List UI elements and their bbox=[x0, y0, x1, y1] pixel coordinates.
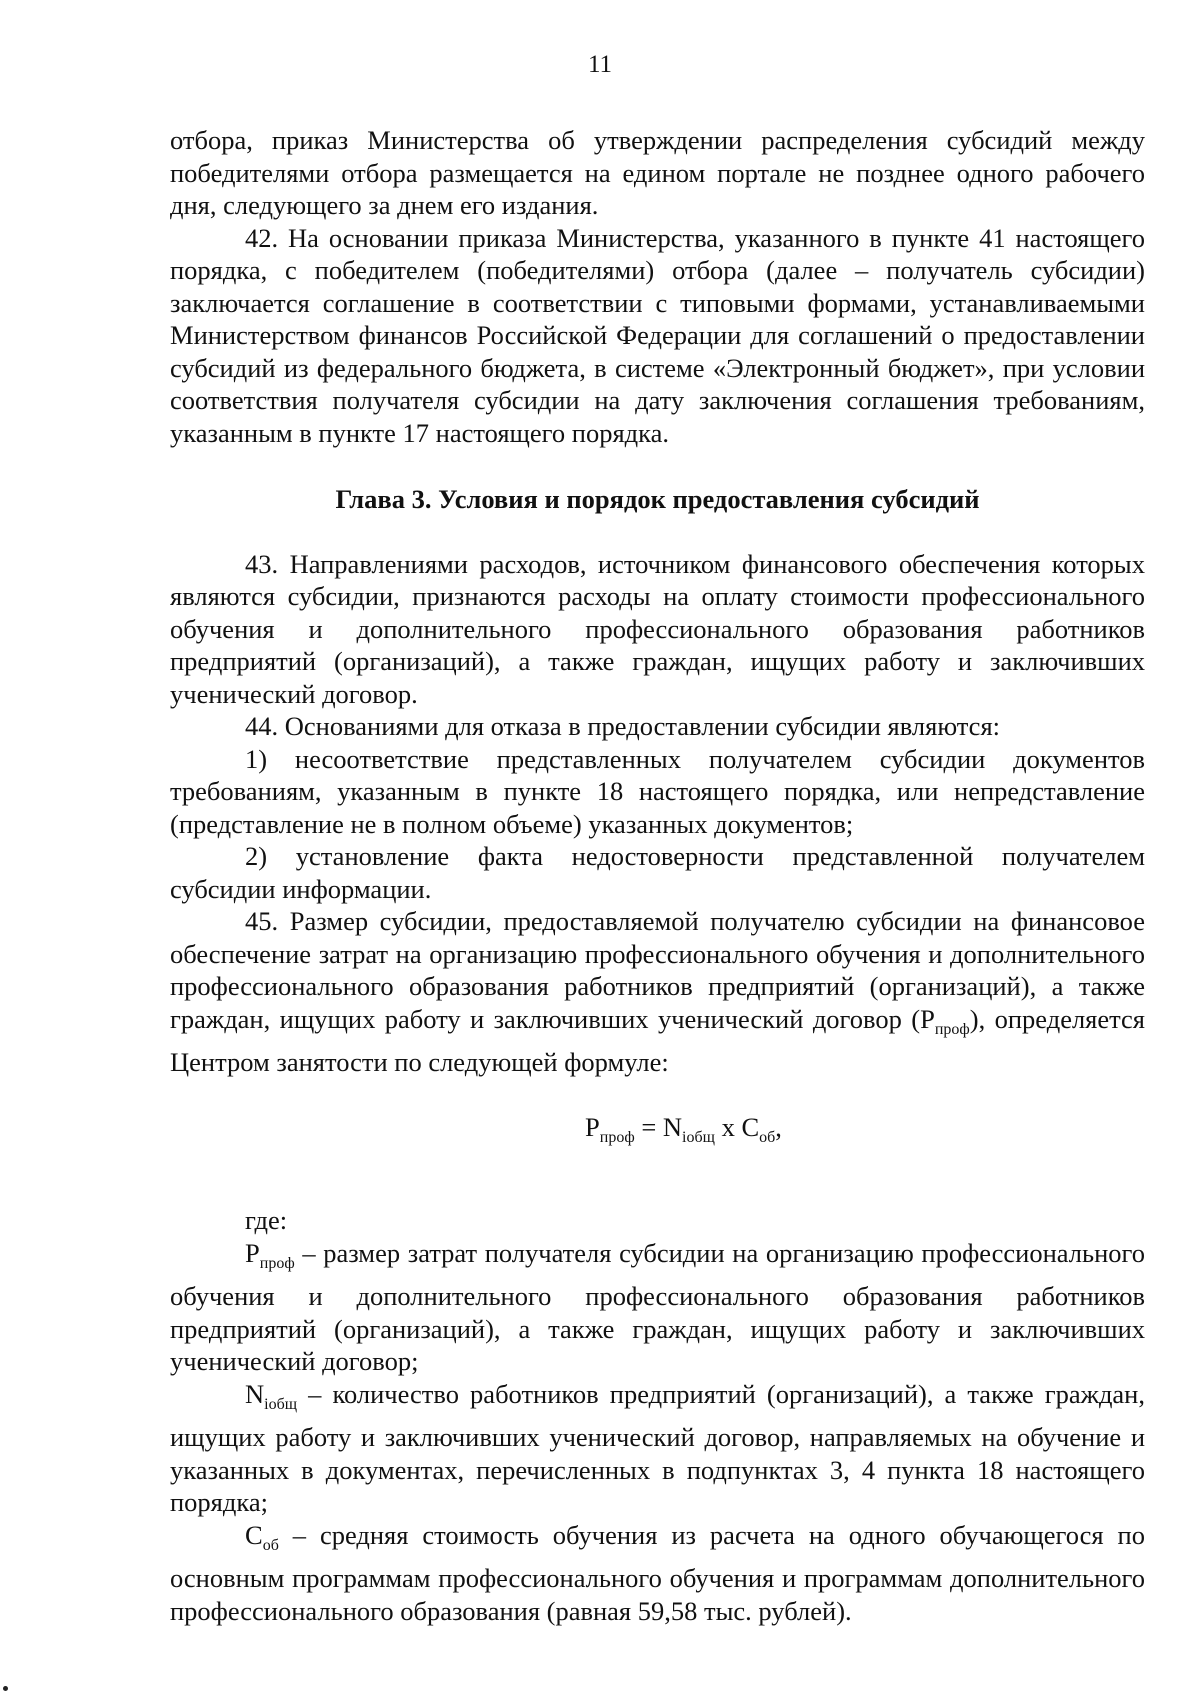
scan-dot bbox=[3, 1686, 8, 1691]
definition-subscript: об bbox=[262, 1536, 279, 1554]
formula-n-subscript: iобщ bbox=[682, 1128, 715, 1146]
paragraph-45-text-after: ), определяется Центром занятости по следующей формуле: bbox=[170, 1003, 1145, 1077]
formula-times: х bbox=[714, 1111, 742, 1142]
paragraph-45-text-before: 45. Размер субсидии, предоставляемой получателю субсидии на финансовое обеспечение затрат на организацию профессионального обучения и дополнительного профессионального образования работников предприятий (организаций), а также граждан, ищущих работу и заключивших ученический договор ( bbox=[170, 906, 1145, 1034]
definition-n-iobsh bbox=[170, 1378, 1145, 1519]
paragraph-44-item-1: 1) несоответствие представленных получателем субсидии документов требованиям, указанным в пункте 18 настоящего порядка, или непредставление (представление не в полном объеме) указанных документов; bbox=[170, 743, 1145, 839]
where-label: где: bbox=[245, 1205, 288, 1235]
paragraph-43: 43. Направлениями расходов, источником финансового обеспечения которых являются субсидии, признаются расходы на оплату стоимости профессионального обучения и дополнительного профессионального образования работников предприятий (организаций), а также граждан, ищущих работу и заключивших ученический договор. bbox=[170, 548, 1145, 709]
paragraph-44-item-2: 2) установление факта недостоверности представленной получателем субсидии информации. bbox=[170, 841, 1145, 904]
paragraph-42: 42. На основании приказа Министерства, указанного в пункте 41 настоящего порядка, с победителем (победителями) отбора (далее – получатель субсидии) заключается соглашение в соответствии с типовыми формами, устанавливаемыми Министерством финансов Российской Федерации для соглашений о предоставлении субсидий из федерального бюджета, в системе «Электронный бюджет», при условии соответствия получателя субсидии на дату заключения соглашения требованиям, указанным в пункте 17 настоящего порядка. bbox=[170, 222, 1145, 448]
definition-symbol: Р bbox=[245, 1237, 260, 1268]
formula-equals: = bbox=[634, 1111, 663, 1142]
formula-c-symbol: С bbox=[741, 1111, 760, 1142]
definition-subscript: проф bbox=[259, 1254, 295, 1272]
formula-n-symbol: N bbox=[662, 1111, 683, 1142]
definition-symbol: N bbox=[245, 1378, 265, 1409]
formula-p-symbol: Р bbox=[585, 1111, 600, 1142]
formula-tail: , bbox=[775, 1111, 782, 1142]
formula-p-subscript: проф bbox=[599, 1128, 635, 1146]
paragraph-45 bbox=[170, 905, 1145, 1079]
paragraph-41-continuation: отбора, приказ Министерства об утверждении распределения субсидий между победителями отбора размещается на едином портале не позднее одного рабочего дня, следующего за днем его издания. bbox=[170, 125, 1145, 220]
page-number: 11 bbox=[587, 51, 613, 78]
definition-text: – размер затрат получателя субсидии на организацию профессионального обучения и дополнительного профессионального образования работников предприятий (организаций), а также граждан, ищущих работу и заключивших ученический договор; bbox=[170, 1237, 1145, 1376]
definition-c-ob bbox=[170, 1519, 1145, 1628]
chapter-heading: Глава 3. Условия и порядок предоставления субсидий bbox=[335, 484, 980, 514]
document-body bbox=[170, 124, 1145, 1627]
definition-subscript: iобщ bbox=[264, 1395, 298, 1413]
p-prof-subscript: проф bbox=[934, 1020, 970, 1038]
p-prof-symbol: Р bbox=[920, 1003, 935, 1034]
definition-symbol: С bbox=[245, 1519, 263, 1550]
formula-c-subscript: об bbox=[759, 1128, 776, 1146]
definition-text: – количество работников предприятий (организаций), а также граждан, ищущих работу и заключивших ученический договор, направляемых на обучение и указанных в документах, перечисленных в подпунктах 3, 4 пункта 18 настоящего порядка; bbox=[170, 1378, 1145, 1517]
subsidy-formula bbox=[170, 1111, 1145, 1155]
definition-text: – средняя стоимость обучения из расчета на одного обучающегося по основным программам профессионального обучения и программам дополнительного профессионального образования (равная 59,58 тыс. рублей). bbox=[170, 1519, 1145, 1626]
paragraph-44: 44. Основаниями для отказа в предоставлении субсидии являются: bbox=[245, 711, 1000, 741]
definition-p-prof bbox=[170, 1237, 1145, 1378]
